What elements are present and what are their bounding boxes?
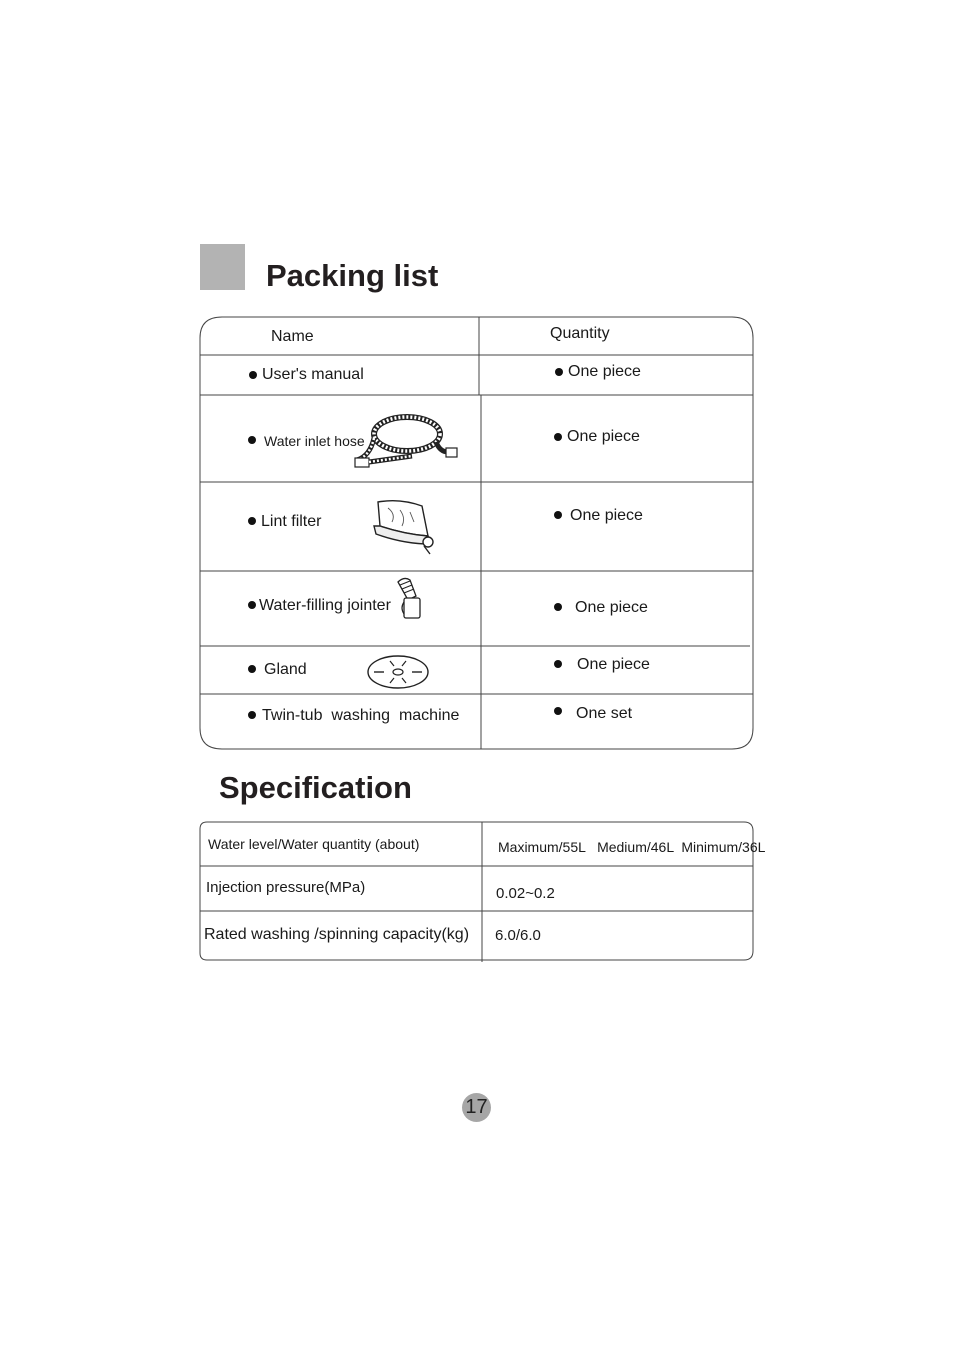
page-number: 17 <box>465 1096 488 1118</box>
item-name: Gland <box>264 661 307 678</box>
column-header-name: Name <box>271 328 314 345</box>
item-name: Twin-tub washing machine <box>262 707 460 724</box>
spec-value: 6.0/6.0 <box>495 927 541 944</box>
spec-label: Injection pressure(MPa) <box>206 879 366 896</box>
item-quantity: One piece <box>575 599 648 616</box>
item-quantity: One piece <box>568 363 641 380</box>
spec-value: Maximum/55L Medium/46L Minimum/36L <box>498 839 766 855</box>
item-name: User's manual <box>262 366 364 383</box>
item-name: Lint filter <box>261 513 322 530</box>
item-quantity: One piece <box>570 507 643 524</box>
item-name: Water-filling jointer <box>259 597 391 614</box>
item-quantity: One piece <box>577 656 650 673</box>
spec-label: Rated washing /spinning capacity(kg) <box>204 926 470 943</box>
item-quantity: One piece <box>567 428 640 445</box>
specification-title: Specification <box>219 770 412 805</box>
column-header-quantity: Quantity <box>550 325 610 342</box>
spec-label: Water level/Water quantity (about) <box>208 836 420 852</box>
item-quantity: One set <box>576 705 633 722</box>
item-name: Water inlet hose <box>264 433 365 449</box>
spec-value: 0.02~0.2 <box>496 885 555 902</box>
packing-list-title: Packing list <box>266 258 439 293</box>
